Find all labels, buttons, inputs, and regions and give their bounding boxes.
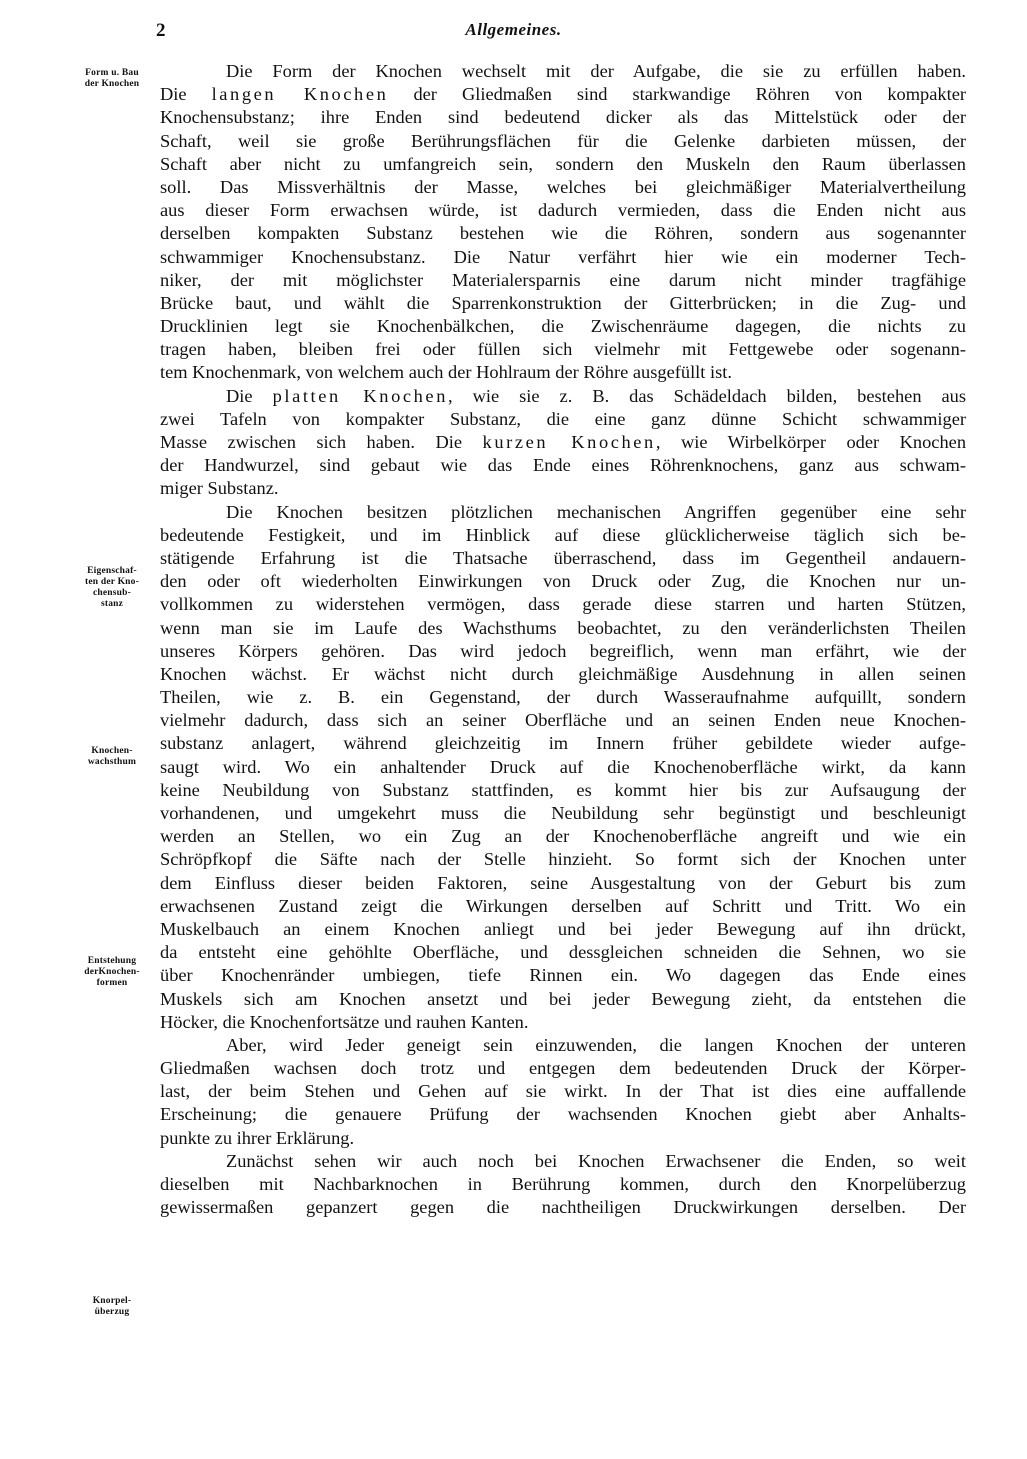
- body-line: [160, 1057, 966, 1080]
- text-run: Die: [160, 84, 212, 105]
- body-line: [160, 501, 966, 524]
- margin-note-form-und-bau: [68, 68, 156, 90]
- margin-note-line: überzug: [94, 1307, 130, 1317]
- text-run: Die Form der Knochen wechselt mit der Aufgabe, die sie zu erfüllen haben.: [226, 61, 966, 81]
- margin-note-line: Form u. Bau: [85, 68, 139, 78]
- text-run: zwei Tafeln von kompakter Substanz, die eine ganz dünne Schicht schwammiger: [160, 408, 966, 429]
- body-line: [160, 918, 966, 941]
- text-run: Brücke baut, und wählt die Sparrenkonstruktion der Gitterbrücken; in die Zug- und: [160, 292, 966, 313]
- body-line: [160, 848, 966, 871]
- body-line: [160, 895, 966, 918]
- emphasized-term: kurzen Knochen: [482, 432, 656, 452]
- text-run: Drucklinien legt sie Knochenbälkchen, die Zwischenräume dagegen, die nichts zu: [160, 316, 966, 337]
- text-run: Erscheinung; die genauere Prüfung der wachsenden Knochen giebt aber Anhalts-: [160, 1104, 966, 1125]
- text-run: der Handwurzel, sind gebaut wie das Ende eines Röhrenknochens, ganz aus schwam-: [160, 455, 966, 476]
- text-run: saugt wird. Wo ein anhaltender Druck auf die Knochenoberfläche wirkt, da kann: [160, 756, 966, 777]
- text-run: Schröpfkopf die Säfte nach der Stelle hinzieht. So formt sich der Knochen unter: [160, 849, 966, 870]
- body-line: [160, 60, 966, 83]
- text-run: niker, der mit möglichster Materialersparnis eine darum nicht minder tragfähige: [160, 269, 966, 290]
- body-line: [160, 1196, 966, 1219]
- body-line: [160, 1150, 966, 1173]
- body-line: [160, 663, 966, 686]
- page-number: 2: [156, 20, 166, 41]
- body-line: [160, 1034, 966, 1057]
- text-run: punkte zu ihrer Erklärung.: [160, 1127, 355, 1148]
- text-run: tem Knochenmark, von welchem auch der Hohlraum der Röhre ausgefüllt ist.: [160, 362, 732, 383]
- margin-note-line: Knorpel-: [92, 1296, 132, 1306]
- body-line: [160, 1103, 966, 1126]
- running-head: Allgemeines.: [465, 20, 562, 39]
- body-line: [160, 709, 966, 732]
- text-run: Schaft aber nicht zu umfangreich sein, sondern den Muskeln den Raum überlassen: [160, 153, 966, 174]
- text-run: Muskelbauch an einem Knochen anliegt und bei jeder Bewegung auf ihn drückt,: [160, 918, 966, 939]
- body-line: [160, 779, 966, 802]
- text-run: soll. Das Missverhältnis der Masse, welches bei gleichmäßiger Materialvertheilung: [160, 176, 966, 197]
- text-run: der Gliedmaßen sind starkwandige Röhren von kompakter: [388, 84, 966, 105]
- body-line: [160, 1080, 966, 1103]
- body-line: [160, 1127, 966, 1150]
- body-text: [160, 60, 966, 1219]
- text-run: den oder oft wiederholten Einwirkungen von Druck oder Zug, die Knochen nur un-: [160, 571, 966, 592]
- body-line: [160, 640, 966, 663]
- text-run: wenn man sie im Laufe des Wachsthums beobachtet, zu den veränderlichsten Theilen: [160, 617, 966, 638]
- margin-note-line: Entstehung: [87, 956, 137, 966]
- text-run: substanz anlagert, während gleichzeitig im Innern früher gebildete wieder aufge-: [160, 733, 966, 754]
- body-line: [160, 593, 966, 616]
- text-run: Muskels sich am Knochen ansetzt und bei jeder Bewegung zieht, da entstehen die: [160, 988, 966, 1009]
- body-line: [160, 547, 966, 570]
- body-line: [160, 153, 966, 176]
- text-run: Masse zwischen sich haben. Die: [160, 432, 483, 452]
- emphasized-term: langen Knochen: [211, 84, 389, 105]
- margin-note-eigenschaften: [68, 566, 156, 610]
- margin-note-line: der Knochen: [84, 79, 140, 89]
- text-run: Die: [226, 385, 273, 406]
- text-run: miger Substanz.: [160, 478, 279, 499]
- text-run: aus dieser Form erwachsen würde, ist dadurch vermieden, dass die Enden nicht aus: [160, 200, 966, 221]
- margin-note-line: formen: [96, 978, 128, 988]
- text-run: bedeutende Festigkeit, und im Hinblick auf diese glücklicherweise täglich sich be-: [160, 524, 966, 545]
- margin-note-entstehung: [68, 956, 156, 989]
- text-run: vielmehr dadurch, dass sich an seiner Oberfläche und an seinen Enden neue Knochen-: [160, 710, 966, 731]
- text-run: schwammiger Knochensubstanz. Die Natur verfährt hier wie ein moderner Tech-: [160, 246, 966, 267]
- text-run: unseres Körpers gehören. Das wird jedoch begreiflich, wenn man erfährt, wie der: [160, 640, 966, 661]
- text-run: Aber, wird Jeder geneigt sein einzuwenden, die langen Knochen der unteren: [226, 1034, 966, 1055]
- body-line: [160, 315, 966, 338]
- body-line: [160, 941, 966, 964]
- margin-note-line: wachsthum: [87, 757, 137, 767]
- text-run: tragen haben, bleiben frei oder füllen sich vielmehr mit Fettgewebe oder sogenann-: [160, 339, 966, 360]
- body-line: [160, 732, 966, 755]
- body-line: [160, 872, 966, 895]
- text-run: stätigende Erfahrung ist die Thatsache überraschend, dass im Gegentheil andauern-: [160, 547, 966, 568]
- body-line: [160, 477, 966, 500]
- margin-note-line: derKnochen-: [84, 967, 140, 977]
- margin-note-line: Eigenschaf-: [87, 566, 137, 576]
- text-run: vollkommen zu widerstehen vermögen, dass gerade diese starren und harten Stützen,: [160, 594, 966, 615]
- text-run: Zunächst sehen wir auch noch bei Knochen Erwachsener die Enden, so weit: [226, 1150, 966, 1171]
- body-line: [160, 825, 966, 848]
- body-line: [160, 431, 966, 454]
- body-line: [160, 130, 966, 153]
- text-run: Höcker, die Knochenfortsätze und rauhen Kanten.: [160, 1011, 529, 1032]
- text-run: dieselben mit Nachbarknochen in Berührung kommen, durch den Knorpelüberzug: [160, 1174, 966, 1194]
- text-run: last, der beim Stehen und Gehen auf sie wirkt. In der That ist dies eine auffallende: [160, 1081, 966, 1102]
- text-run: werden an Stellen, wo ein Zug an der Knochenoberfläche angreift und wie ein: [160, 826, 966, 847]
- text-run: Gliedmaßen wachsen doch trotz und entgegen dem bedeutenden Druck der Körper-: [160, 1058, 966, 1079]
- body-line: [160, 408, 966, 431]
- body-line: [160, 524, 966, 547]
- text-run: Knochen wächst. Er wächst nicht durch gleichmäßige Ausdehnung in allen seinen: [160, 663, 966, 684]
- body-line: [160, 292, 966, 315]
- margin-note-knorpelueberzug: [68, 1296, 156, 1318]
- text-run: , wie Wirbelkörper oder Knochen: [655, 432, 966, 452]
- text-run: derselben kompakten Substanz bestehen wie die Röhren, sondern aus sogenannter: [160, 223, 966, 244]
- text-run: dem Einfluss dieser beiden Faktoren, seine Ausgestaltung von der Geburt bis zum: [160, 872, 966, 893]
- margin-note-line: chensub-: [92, 588, 132, 598]
- body-line: [160, 338, 966, 361]
- body-line: [160, 617, 966, 640]
- margin-note-line: Knochen-: [91, 746, 133, 756]
- body-line: [160, 686, 966, 709]
- body-line: [160, 385, 966, 408]
- body-line: [160, 83, 966, 106]
- body-line: [160, 361, 966, 384]
- body-line: [160, 1011, 966, 1034]
- body-line: [160, 454, 966, 477]
- text-run: da entsteht eine gehöhlte Oberfläche, und dessgleichen schneiden die Sehnen, wo sie: [160, 942, 966, 963]
- text-run: Knochensubstanz; ihre Enden sind bedeutend dicker als das Mittelstück oder der: [160, 107, 966, 128]
- body-line: [160, 222, 966, 245]
- body-line: [160, 199, 966, 222]
- text-run: gewissermaßen gepanzert gegen die nachtheiligen Druckwirkungen derselben. Der: [160, 1197, 966, 1218]
- margin-note-knochenwachsthum: [68, 746, 156, 768]
- body-line: [160, 964, 966, 987]
- text-run: vorhandenen, und umgekehrt muss die Neubildung sehr begünstigt und beschleunigt: [160, 803, 966, 823]
- text-run: , wie sie z. B. das Schädeldach bilden, bestehen aus: [448, 385, 966, 406]
- body-line: [160, 756, 966, 779]
- text-run: keine Neubildung von Substanz stattfinden, es kommt hier bis zur Aufsaugung der: [160, 779, 966, 800]
- body-line: [160, 106, 966, 129]
- text-run: erwachsenen Zustand zeigt die Wirkungen derselben auf Schritt und Tritt. Wo ein: [160, 895, 966, 916]
- emphasized-term: platten Knochen: [272, 385, 448, 406]
- margin-note-line: ten der Kno-: [85, 577, 139, 587]
- body-line: [160, 988, 966, 1011]
- body-line: [160, 1173, 966, 1196]
- body-line: [160, 176, 966, 199]
- margin-note-line: stanz: [100, 599, 124, 609]
- text-run: Schaft, weil sie große Berührungsflächen für die Gelenke darbieten müssen, der: [160, 130, 966, 151]
- text-run: Theilen, wie z. B. ein Gegenstand, der durch Wasseraufnahme aufquillt, sondern: [160, 687, 966, 708]
- body-line: [160, 570, 966, 593]
- body-line: [160, 246, 966, 269]
- text-run: über Knochenränder umbiegen, tiefe Rinnen ein. Wo dagegen das Ende eines: [160, 965, 966, 986]
- body-line: [160, 802, 966, 825]
- text-run: Die Knochen besitzen plötzlichen mechanischen Angriffen gegenüber eine sehr: [226, 501, 966, 522]
- body-line: [160, 269, 966, 292]
